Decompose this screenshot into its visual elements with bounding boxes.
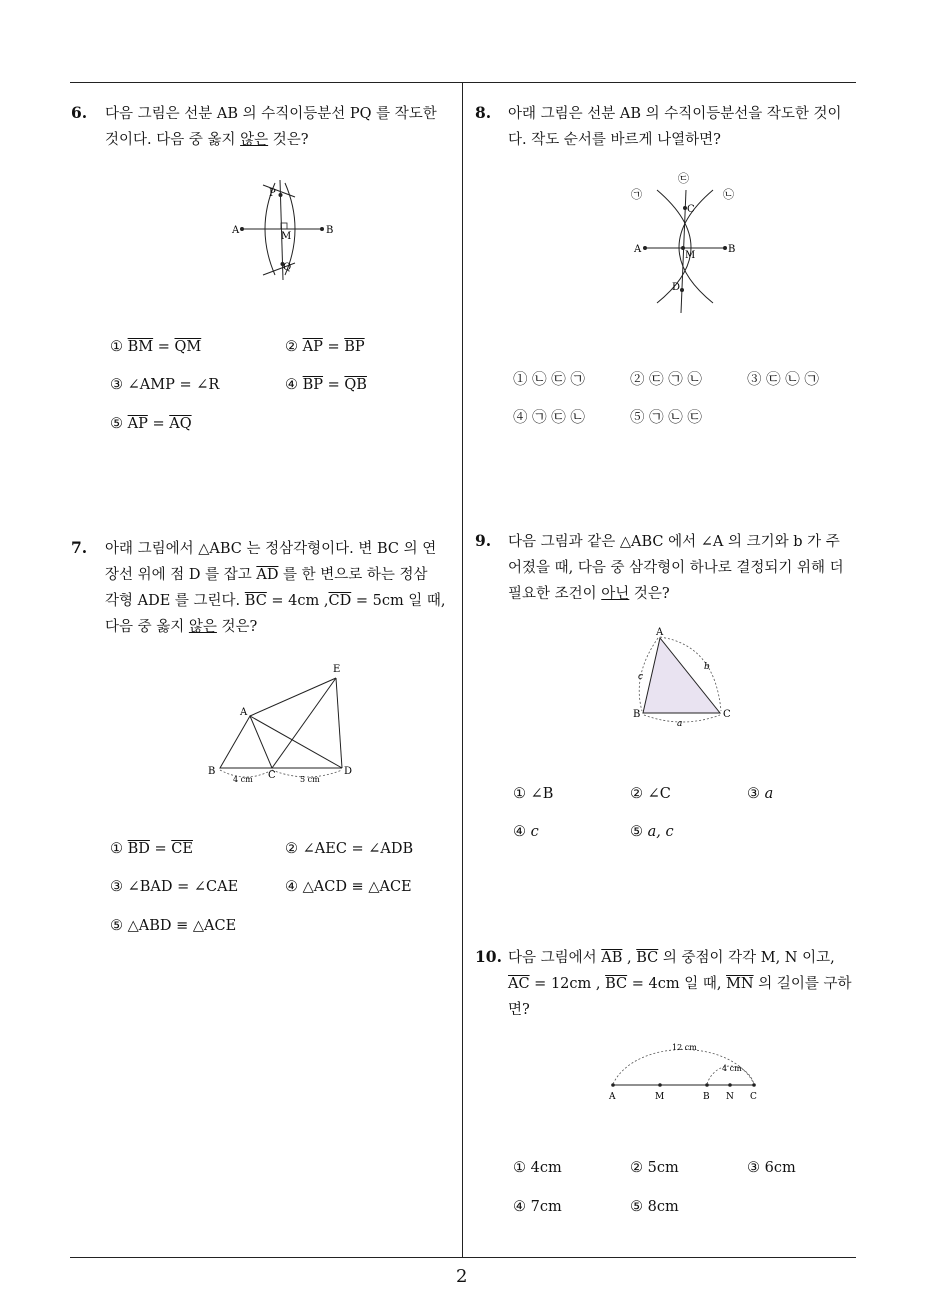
- option-text: a: [764, 786, 774, 802]
- length-cd: 5 cm: [300, 775, 320, 784]
- option-text: ∠AMP = ∠R: [127, 377, 220, 393]
- label-B: B: [326, 225, 334, 236]
- segment-label: $\overline{BC}$: [605, 976, 628, 992]
- text-span: = 5cm 일 때,: [351, 593, 446, 609]
- option-1[interactable]: [513, 786, 553, 802]
- bottom-rule: [70, 1257, 856, 1258]
- option-3[interactable]: [747, 786, 773, 802]
- text-span: 것은?: [629, 586, 670, 602]
- label-N: N: [726, 1092, 734, 1102]
- text-span: 것은?: [268, 132, 309, 148]
- option-mark: ⑤: [110, 416, 123, 432]
- segment-label: $\overline{BC}$: [244, 593, 267, 609]
- option-2[interactable]: [630, 786, 671, 802]
- option-text: 7cm: [530, 1199, 562, 1215]
- construction-figure: [625, 168, 745, 318]
- text-span: 필요한 조건이: [508, 586, 602, 602]
- segment-figure: [600, 1038, 770, 1108]
- option-mark: ③: [747, 1160, 760, 1176]
- text-span: =: [153, 339, 175, 355]
- option-mark: ④: [285, 879, 298, 895]
- label-A: A: [634, 244, 642, 255]
- option-4[interactable]: [285, 879, 412, 895]
- text-span: 를 한 변으로 하는 정삼: [278, 567, 428, 583]
- text-span: 장선 위에 점 D 를 잡고: [105, 567, 257, 583]
- question-number: 10.: [475, 947, 502, 966]
- option-4[interactable]: [285, 377, 367, 393]
- perpendicular-bisector-figure: [225, 175, 335, 285]
- option-text: c: [530, 824, 539, 840]
- question-text: [105, 101, 455, 153]
- question-line: 아래 그림은 선분 AB 의 수직이등분선을 작도한 것이: [508, 106, 842, 122]
- question-line: [105, 127, 455, 153]
- option-5[interactable]: [110, 918, 236, 934]
- option-4[interactable]: [513, 824, 539, 840]
- option-mark: ③: [110, 879, 123, 895]
- option-text: △ACD ≡ △ACE: [302, 879, 412, 895]
- segment-label: $\overline{AD}$: [256, 567, 279, 583]
- option-2[interactable]: [630, 368, 702, 389]
- option-text: 8cm: [647, 1199, 679, 1215]
- underlined-text: 않은: [188, 619, 217, 635]
- option-mark: ③: [747, 372, 762, 388]
- label-A: A: [609, 1092, 616, 1102]
- label-A: A: [232, 225, 240, 236]
- text-span: = 4cm ,: [266, 593, 329, 609]
- option-5[interactable]: [630, 824, 674, 840]
- option-2[interactable]: [285, 339, 365, 355]
- mark-g1: ㉠: [631, 188, 642, 201]
- label-P: P: [269, 188, 276, 199]
- label-B: B: [208, 766, 216, 777]
- question-text: [508, 101, 858, 153]
- option-mark: ①: [513, 1160, 526, 1176]
- underlined-text: 아닌: [601, 586, 630, 602]
- option-text: 4cm: [530, 1160, 562, 1176]
- label-C: C: [687, 204, 695, 215]
- option-5[interactable]: [630, 1199, 679, 1215]
- label-side-a: a: [677, 719, 683, 729]
- column-divider: [462, 82, 463, 1258]
- text-span: =: [147, 416, 170, 432]
- mark-g3: ㉢: [678, 172, 689, 185]
- option-1[interactable]: [513, 1160, 562, 1176]
- option-mark: ④: [513, 410, 528, 426]
- option-5[interactable]: [110, 416, 192, 432]
- option-text: ㉡ ㉢ ㉠: [532, 372, 585, 388]
- text-span: =: [323, 377, 345, 393]
- option-3[interactable]: [747, 1160, 796, 1176]
- option-2[interactable]: [285, 841, 413, 857]
- label-C: C: [268, 770, 276, 781]
- label-E: E: [333, 664, 341, 675]
- option-mark: ②: [285, 339, 298, 355]
- option-mark: ①: [110, 339, 123, 355]
- text-span: 의 중점이 각각 M, N 이고,: [658, 950, 835, 966]
- label-M: M: [685, 250, 696, 261]
- question-line: [105, 614, 455, 640]
- segment-label: $\overline{AC}$: [508, 976, 530, 992]
- option-text: ∠BAD = ∠CAE: [127, 879, 239, 895]
- question-line: 어졌을 때, 다음 중 삼각형이 하나로 결정되기 위해 더: [508, 560, 844, 576]
- segment-label: $\overline{BM}$: [127, 339, 154, 355]
- triangle-figure: [630, 625, 740, 730]
- length-bc: 4 cm: [722, 1064, 742, 1073]
- label-M: M: [281, 231, 292, 242]
- option-mark: ④: [285, 377, 298, 393]
- label-side-b: b: [704, 662, 710, 672]
- option-text: 6cm: [764, 1160, 796, 1176]
- text-span: 각형 ADE 를 그린다.: [105, 593, 245, 609]
- option-mark: ①: [513, 786, 526, 802]
- option-text: ∠B: [530, 786, 554, 802]
- segment-label: $\overline{AP}$: [127, 416, 148, 432]
- option-mark: ⑤: [630, 410, 645, 426]
- length-bc: 4 cm: [233, 775, 253, 784]
- option-text: 5cm: [647, 1160, 679, 1176]
- text-span: 다음 그림에서: [508, 950, 602, 966]
- option-mark: ④: [513, 824, 526, 840]
- question-line: 다. 작도 순서를 바르게 나열하면?: [508, 132, 721, 148]
- option-mark: ②: [285, 841, 298, 857]
- option-mark: ⑤: [630, 1199, 643, 1215]
- option-mark: ⑤: [630, 824, 643, 840]
- segment-label: $\overline{AB}$: [601, 950, 623, 966]
- option-4[interactable]: [513, 1199, 562, 1215]
- question-line: [508, 581, 858, 607]
- option-text: ∠C: [647, 786, 671, 802]
- page-number: 2: [456, 1266, 468, 1287]
- question-line: [508, 945, 858, 971]
- segment-label: $\overline{AP}$: [302, 339, 323, 355]
- option-mark: ①: [110, 841, 123, 857]
- label-B: B: [728, 244, 736, 255]
- option-mark: ③: [110, 377, 123, 393]
- label-D: D: [672, 282, 681, 293]
- option-mark: ③: [747, 786, 760, 802]
- label-B: B: [703, 1092, 710, 1102]
- option-text: ∠AEC = ∠ADB: [302, 841, 414, 857]
- option-1[interactable]: [513, 368, 585, 389]
- option-3[interactable]: [110, 377, 219, 393]
- option-text: △ABD ≡ △ACE: [127, 918, 237, 934]
- segment-label: $\overline{BC}$: [636, 950, 659, 966]
- text-span: 의 길이를 구하: [753, 976, 852, 992]
- top-rule: [70, 82, 856, 83]
- question-number: 6.: [71, 103, 88, 122]
- option-mark: ②: [630, 786, 643, 802]
- text-span: 것이다. 다음 중 옳지: [105, 132, 241, 148]
- question-line: [508, 971, 858, 997]
- segment-label: $\overline{BD}$: [127, 841, 150, 857]
- label-A: A: [240, 707, 248, 718]
- text-span: = 12cm ,: [529, 976, 606, 992]
- question-text: [508, 529, 858, 607]
- question-line: 다음 그림과 같은 △ABC 에서 ∠A 의 크기와 b 가 주: [508, 534, 840, 550]
- label-side-c: c: [638, 672, 644, 682]
- option-1[interactable]: [110, 841, 193, 857]
- triangles-figure: [200, 660, 365, 790]
- option-text: ㉢ ㉠ ㉡: [649, 372, 702, 388]
- question-line: 다음 그림은 선분 AB 의 수직이등분선 PQ 를 작도한: [105, 106, 437, 122]
- option-2[interactable]: [630, 1160, 679, 1176]
- label-D: D: [344, 766, 353, 777]
- option-text: ㉠ ㉡ ㉢: [649, 410, 702, 426]
- segment-label: $\overline{QM}$: [174, 339, 202, 355]
- question-line: [105, 562, 455, 588]
- text-span: = 4cm 일 때,: [627, 976, 727, 992]
- option-3[interactable]: [747, 368, 819, 389]
- question-text: [508, 945, 858, 1023]
- question-number: 8.: [475, 103, 492, 122]
- segment-label: $\overline{BP}$: [302, 377, 324, 393]
- text-span: 다음 중 옳지: [105, 619, 189, 635]
- option-mark: ⑤: [110, 918, 123, 934]
- segment-label: $\overline{CE}$: [171, 841, 193, 857]
- segment-label: $\overline{CD}$: [328, 593, 352, 609]
- option-mark: ②: [630, 372, 645, 388]
- underlined-text: 않은: [240, 132, 269, 148]
- segment-label: $\overline{QB}$: [344, 377, 367, 393]
- label-A: A: [656, 627, 664, 638]
- option-5[interactable]: [630, 406, 702, 427]
- label-C: C: [723, 709, 731, 720]
- option-text: ㉢ ㉡ ㉠: [766, 372, 819, 388]
- option-mark: ④: [513, 1199, 526, 1215]
- option-4[interactable]: [513, 406, 585, 427]
- label-Q: Q: [283, 262, 292, 273]
- label-C: C: [750, 1092, 757, 1102]
- question-number: 7.: [71, 538, 88, 557]
- question-number: 9.: [475, 531, 492, 550]
- option-text: ㉠ ㉢ ㉡: [532, 410, 585, 426]
- segment-label: $\overline{BP}$: [344, 339, 365, 355]
- option-mark: ①: [513, 372, 528, 388]
- label-B: B: [633, 709, 641, 720]
- option-mark: ②: [630, 1160, 643, 1176]
- question-line: 면?: [508, 1002, 530, 1018]
- text-span: =: [149, 841, 172, 857]
- label-M: M: [655, 1092, 665, 1102]
- option-text: a, c: [647, 824, 674, 840]
- text-span: 것은?: [216, 619, 258, 635]
- text-span: ,: [622, 950, 637, 966]
- question-line: 아래 그림에서 △ABC 는 정삼각형이다. 변 BC 의 연: [105, 541, 437, 557]
- option-3[interactable]: [110, 879, 238, 895]
- mark-g2: ㉡: [723, 188, 734, 201]
- segment-label: $\overline{AQ}$: [169, 416, 192, 432]
- length-ac: 12 cm: [672, 1043, 697, 1052]
- question-line: [105, 588, 455, 614]
- text-span: =: [322, 339, 345, 355]
- segment-label: $\overline{MN}$: [726, 976, 754, 992]
- option-1[interactable]: [110, 339, 201, 355]
- question-text: [105, 536, 455, 640]
